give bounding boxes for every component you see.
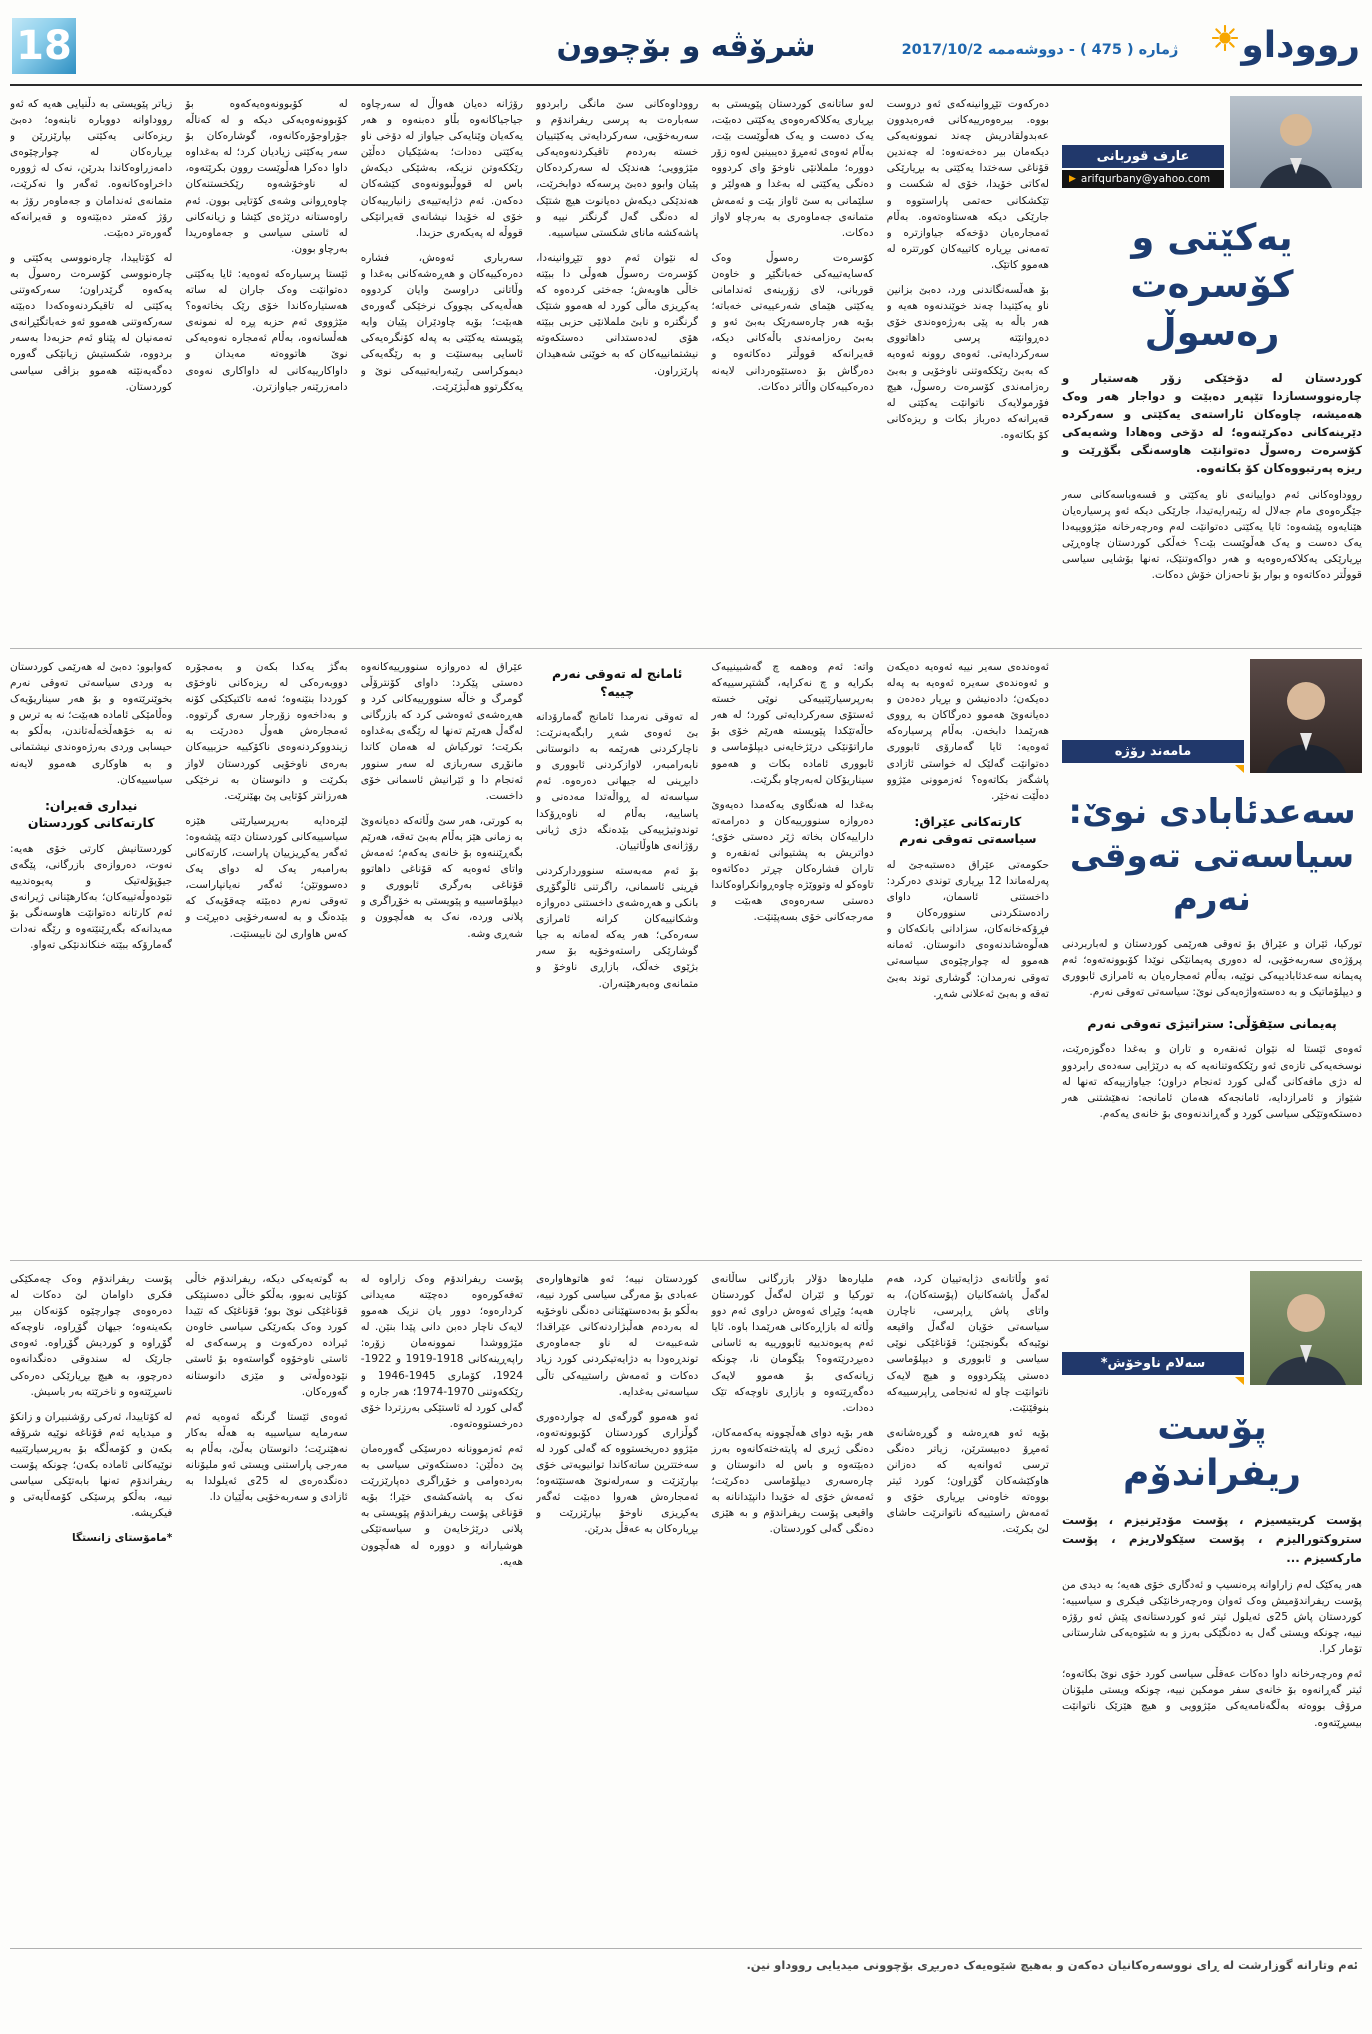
paragraph: عێراق لە دەروازە سنوورییەکانەوە دەستی پێکرد: داوای کۆنترۆڵی گومرگ و خاڵە سنوورییەکانی کرد و هەڕەشەی ئەوەشی کرد کە بازرگانی لەگەڵ هەرێم تەنها لە رێگەی بەغداوە بکرێت؛ تورکیاش لە هەمان کاتدا مانۆڕی سەربازی لە سەر سنوور ئەنجام دا و ئێرانیش ئاسمانی خۆی داخست. [360,661,524,802]
rudaw-logo [1212,25,1360,66]
paragraph: بۆ ئەم مەبەستە سنووردارکردنی فڕینی ئاسمانی، راگرتنی ئاڵوگۆڕی بانکی و هەڕەشەی داخستنی دەروازە وشکانییەکان کرانە ئامرازی سەرەکی؛ هەر یەکە لەمانە بە جیا گوشارێکی راستەوخۆیە بۆ سەر بژێوی خەڵک، بازاڕی ناوخۆ و متمانەی وەبەرهێنەران. [536,864,699,990]
article3-column-6 [10,1271,172,1942]
article3-column-5 [185,1271,347,1942]
article3-author-bars [1062,1352,1244,1385]
article-post-referendum [10,1260,1362,1948]
paragraph: ئەوەی ئێستا گرنگە ئەوەیە ئەم سەرمایە سیاسییە بە هەڵە بەکار نەهێنرێت؛ دانوستان بەڵێ، بەڵام بە مەرجی پاراستنی ویستی ئەو ملیۆنانە دەنگدەرەی لە 25ی ئەیلولدا بە ئازادی و سەربەخۆیی بەڵێیان دا. [185,1410,348,1504]
paragraph: واتە: ئەم وەهمە چ گەشبینییەک بکرایە و چ نەکرایە، گشتپرسییەکە بەرپرسیارێتییەکی نوێی خستە ئەستۆی سەرکردایەتی کورد؛ لە هەر حاڵەتێکدا پێویستە هەرێم خۆی بۆ ماراتۆنێکی درێژخایەنی دیپلۆماسی و ئابووری ئامادە بکات و هەموو سیناریۆکان لەبەرچاو بگرێت. [711,661,874,786]
paragraph: لە کۆتاییدا، چارەنووسی یەکێتی و چارەنووسی کۆسرەت رەسوڵ بە یەکەوە گرێدراون؛ سەرکەوتنی یەکێتی لە تاقیکردنەوەکەدا دەبێتە سەرکەوتنی هەموو ئەو خەباتگێڕانەی تەمەنیان لە پێناو ئەم حزبەدا بەسەر بردووە، شکستیش زیانێکی گەورە دەگەیەنێتە هەموو بزاڤی سیاسی کوردستان. [10,251,173,393]
paragraph: ئەوەندەی سەیر نییە ئەوەیە دەیکەن و ئەوەندەی سەیرە ئەوەیە بە پەلە دەیکەن؛ دادەنیشن و بڕیار دەدەن و دەیانەوێ هەموو دەرگاکان بە ڕووی هەرێمدا دابخەن. بەڵام پرسیارەکە ئەوەیە: ئایا گەمارۆی ئابووری دەتوانێت گەلێک لە خواستی ئازادی پاشگەز بکاتەوە؟ ئەزموونی مێژوو دەڵێت نەخێر. [886,661,1049,802]
article3-headline: پۆست ریفراندۆم [1123,1407,1301,1495]
paragraph: کوردستانیش کارتی خۆی هەیە: نەوت، دەروازەی بازرگانی، پێگەی جیۆپۆلەتیک و پەیوەندییە نێودەوڵەتییەکان؛ بەکارهێنانی ژیرانەی ئەم کارتانە دەتوانێت هاوسەنگی بۆ مەیدانەکە بگەڕێنێتەوە و رێگە نەدات گەمارۆکە ببێتە خنکاندنێکی تەواو. [10,842,173,952]
paragraph: بە گوتەیەکی دیکە، ریفراندۆم خاڵی کۆتایی نەبوو، بەڵکو خاڵی دەستپێکی قۆناغێکی نوێ بوو؛ قۆناغێک کە تێیدا کورد وەک بکەرێکی سیاسی خاوەن ئیرادە دەرکەوت و پرسەکەی لە ئاستی ناوخۆوە گواستەوە بۆ ئاستی نێودەوڵەتی و مێزی دانوستانە گەورەکان. [185,1273,348,1398]
paragraph: لێرەدایە بەرپرسیارێتی هێزە سیاسییەکانی کوردستان دێتە پێشەوە: ئەگەر یەکڕیزییان پاراست، کارتەکانی بەرامبەر یەک لە دوای یەک دەسووتێن؛ ئەگەر نەیانپاراست، تەوقی نەرم دەبێتە چەقۆیەک کە بێدەنگ و بە لەسەرخۆیی دەبڕێت و کەس هاواری لێ نابیستێت. [185,814,348,940]
paragraph: ئەم ئەزموونانە دەرسێکی گەورەمان پێ دەڵێن: دەستکەوتی سیاسی بە بەردەوامی و خۆڕاگری دەپارێزرێت نەک بە پاشەکشەی خێرا؛ بۆیە قۆناغی پۆست ریفراندۆم پێویستی بە پلانی درێژخایەن و سیاسەتێکی هوشیارانە و دوورە لە هەڵچوون هەیە. [360,1442,524,1568]
paragraph: رووداوەکانی ئەم دواییانەی ناو یەکێتی و قسەوباسەکانی سەر جێگرەوەی مام جەلال لە رێبەرایەتیدا، جارێکی دیکە ئەو پرسیارەیان هێنایەوە پێشەوە: ئایا یەکێتی دەتوانێت لەم وەرچەرخانە مێژووییەدا یەک دەست و یەک هەڵوێست بێت؟ خەڵکی کوردستان چاوەڕێی بڕیارێکی یەکلاکەرەوەیە و هەر دواکەوتنێک، تەنها بۆشایی سیاسی قووڵتر دەکاتەوە و بوار بۆ ناحەزان خۆش دەکات. [1062,488,1362,582]
article2-author-bars [1062,740,1244,773]
issue-date: ژمارە ( 475 ) - دووشەممە 2017/10/2 [901,42,1179,58]
article1-author-block [1062,96,1362,188]
article2-column-3 [536,659,698,1254]
paragraph: لە نێوان ئەم دوو تێڕوانینەدا، کۆسرەت رەسوڵ هەوڵی دا ببێتە خاڵی هاوبەش؛ جەختی کردەوە کە یەکڕیزی ماڵی کورد لە هەموو شتێک گرنگترە و نابێ ململانێی حزبی ببێتە هۆی لەدەستدانی دەستکەوتە نیشتمانییەکان کە بە خوێنی شەهیدان پارێزراون. [536,251,699,377]
paragraph: پۆست ریفراندۆم وەک چەمکێکی فکری داوامان لێ دەکات لە دەرەوەی چوارچێوە کۆنەکان بیر بکەینەوە؛ جیهان گۆڕاوە، ناوچەکە گۆڕاوە و کوردیش گۆڕاوە. ئەوەی جارێک لە سندوقی دەنگدانەوە دەرچوو، بە هیچ بڕیارێکی دەرەکی ناسڕێتەوە و ناخرێتە بەر باسیش. [10,1273,173,1398]
article3-column-3 [536,1271,698,1942]
masthead [10,6,1362,86]
article3-column-2 [711,1271,873,1942]
paragraph: بەغدا لە هەنگاوی یەکەمدا دەیەوێ دەروازە سنوورییەکان و دەرامەتە داراییەکان بخاتە ژێر دەستی خۆی؛ دواتریش بە پشتیوانی ئەنقەرە و تاران فشارەکان چڕتر دەکاتەوە تاوەکو لە وتووێژە چاوەڕوانکراوەکاندا دەستی سەرەوەی هەبێت و مەرجەکانی خۆی بسەپێنێت. [711,798,874,924]
article2-column-6 [10,659,172,1254]
page-number-box [12,18,76,74]
author-footnote: *مامۆستای زانستگا [72,1532,173,1545]
paragraph: حکومەتی عێراق دەستبەجێ لە پەرلەماندا 12 بڕیاری توندی دەرکرد: داخستنی ئاسمان، داوای رادەستکردنی سنوورەکان و فڕۆکەخانەکان، سزادانی بانکەکان و هەڵوەشاندنەوەی دانوستان. ئەمانە هەموو لە چوارچێوەی سیاسەتی تەوقی نەرمدان: گوشاری توند بەبێ تەقە و بەبێ ئەعلانی شەڕ. [886,858,1049,1000]
article2-author-block [1062,659,1362,773]
paragraph: رۆژانە دەیان هەواڵ لە سەرچاوە جیاجیاکانەوە بڵاو دەبنەوە و هەر یەکەیان وێنایەکی جیاواز لە دۆخی ناو یەکێتی دەدات؛ بەشێکیان دەڵێن رێککەوتن نزیکە، بەشێکی دیکەش باس لە قووڵبوونەوەی کێشەکان دەکەن. ئەم دژایەتییەی زانیارییەکان خۆی لە خۆیدا نیشانەی قەیرانێکی قووڵە لە پەیکەری حزبدا. [360,98,524,239]
rudaw-logo-text: رووداو [1241,25,1360,66]
article1-column-6 [10,96,172,642]
paragraph: ئەوەی ئێستا لە نێوان ئەنقەرە و تاران و بەغدا دەگوزەرێت، نوسخەیەکی تازەی ئەو رێککەوتنانەیە کە بە درێژایی سەدەی رابردوو لە دژی مافەکانی گەلی کورد ئەنجام دراون؛ جیاوازییەکە تەنها لە شێواز و ئامرازدایە، ئامانجەکە هەمان ئامانجە: نەهێشتنی هەر دەستکەوتێکی سیاسی کورد و گەڕاندنەوەی بۆ خانەی یەکەم. [1062,1043,1362,1120]
paragraph: کۆسرەت رەسوڵ وەک کەسایەتییەکی خەباتگێڕ و خاوەن قوربانی، لای زۆرینەی ئەندامانی یەکێتی هێمای شەرعییەتی خەباتە؛ بۆیە هەر چارەسەرێک بەبێ ئەو و بەبێ رەزامەندی باڵەکانی دیکە، قەیرانەکە قووڵتر دەکاتەوە و دەرگاش بۆ دەستێوەردانی لایەنە دەرەکییەکان واڵاتر دەکات. [711,251,874,393]
author-email: arifqurbany@yahoo.com [1080,173,1211,185]
article1-column-1 [887,96,1049,642]
article2-subhead-iraq-cards: کارتەکانی عێراق: سیاسەتی تەوقی نەرم [899,813,1037,847]
editorial-disclaimer: ئەم وتارانە گوزارشت لە ڕای نووسەرەکانیان دەکەن و بەهیچ شێوەیەک دەربڕی بۆچوونی میدیایی رووداو نین. [746,1958,1358,1972]
paragraph: لە کۆتاییدا، ئەرکی رۆشنبیران و زانکۆ و میدیایە ئەم قۆناغە نوێیە شرۆڤە بکەن و کۆمەڵگە بۆ بەرپرسیارێتییە نوێیەکانی ئامادە بکەن؛ چونکە پۆست ریفراندۆم تەنها بابەتێکی سیاسی نییە، بەڵکو پرسێکی کۆمەڵایەتی و فیکریشە. [10,1410,173,1520]
paragraph: تورکیا، ئێران و عێراق بۆ تەوقی هەرێمی کوردستان و لەباربردنی پرۆژەی سەربەخۆیی، لە دەوری پەیمانێکی نوێدا کۆبوونەتەوە؛ ئەم پەیمانە سەعدئابادییەکی نوێیە، بەڵام ئەمجارەیان بە ئامرازی ئابووری و دیپلۆماتیک و بە دەستەواژەیەکی نوێ: سیاسەتی تەوقی نەرم. [1062,937,1362,998]
article2-subhead-aim: ئامانج لە تەوقی نەرم چییە؟ [552,666,683,699]
paragraph: بەگژ یەکدا بکەن و بەمجۆرە دووبەرەکی لە ریزەکانی ناوخۆی کورددا بنێنەوە؛ ئەمە تاکتیکێکی کۆنە و بەداخەوە زۆرجار سەری گرتووە. ئەمجارەش هەوڵ دەدرێت بە زیندووکردنەوەی ناکۆکییە حزبییەکان بەرەی ناوخۆیی کوردستان لاواز بکرێت و دانوستان بە نرخێکی هەرزانتر کۆتایی پێ بهێنرێت. [185,661,348,802]
section-title: شرۆڤە و بۆچوون [556,28,816,64]
paragraph: هەر بۆیە دوای هەڵچوونە یەکەمەکان، دەنگی ژیری لە پایتەختەکانەوە بەرز دەبێتەوە و باس لە دانوستان و چارەسەری دیپلۆماسی دەکرێت؛ ئەمەش خۆی لە خۆیدا دانپێدانانە بە واقیعی پۆست ریفراندۆم و بە هێزی دەنگی گەلی کوردستان. [711,1426,874,1536]
article1-author-bars [1062,145,1224,188]
article2-subhead-pact: پەیمانی سێقۆڵی: ستراتیژی تەوقی نەرم [1087,1015,1337,1031]
paragraph: کوردستان نییە؛ ئەو هاتوهاوارەی عەبادی بۆ مەرگی سیاسی کورد نییە، بەڵکو بۆ بەدەستهێنانی دەنگی ناوخۆیە لە بەردەم هەڵبژاردنەکانی عێراقدا؛ شەعبیەت لە ناو جەماوەری توندڕەودا بە دژایەتیکردنی کورد زیاد دەکات و ئەمەش راستییەکی تاڵی سیاسەتی بەغدایە. [536,1273,699,1398]
paragraph: پۆست ریفراندۆم وەک زاراوە لە تەفەکورەوە دەچێتە مەیدانی کردارەوە؛ دوور یان نزیک هەموو لایەک ناچار دەبن دانی پێدا بنێن. لە مێژووشدا نموونەمان زۆرە: راپەڕینەکانی 1918-1919 و 1922-1924، کۆماری 1945-1946 و رێککەوتنی 1970-1974؛ هەر جارە و گەلی کورد لە ئاستێکی بەرزتردا خۆی دەرخستووەتەوە. [360,1273,524,1430]
author-email-bar [1062,170,1224,188]
article1-lead: کوردستان لە دۆخێکی زۆر هەستیار و چارەنووسسازدا تێپەڕ دەبێت و دواجار هەر وەک هەمیشە، چاوەکان ئاراستەی یەکێتی و سەرکردە دێرینەکانی دەکرێنەوە؛ لە دۆخی وەهادا وشەیەکی کۆسرەت رەسوڵ دەتوانێت هاوسەنگی بگۆڕێت و ریزە پەرتبووەکان کۆ بکاتەوە. [1062,371,1362,475]
article1-column-3 [536,96,698,642]
masthead-right [901,25,1360,66]
article3-column-4 [361,1271,523,1942]
article-yekiti-kosrat-rasul [10,86,1362,648]
article-saadabad-soft-handshake [10,648,1362,1260]
article3-author-block [1062,1271,1362,1385]
paragraph: ئێستا پرسیارەکە ئەوەیە: ئایا یەکێتی دەتوانێت وەک جاران لە ساتە هەستیارەکاندا خۆی رێک بخاتەوە؟ مێژووی ئەم حزبە پڕە لە نمونەی هەڵسانەوە، بەڵام ئەمجارە نەوەیەکی نوێ هاتووەتە مەیدان و داواکارییەکانی لە داواکاری نەوەی دامەزرێنەر جیاوازترن. [185,267,348,393]
article2-subhead-kurdistan-cards: نیداری قەیران: کارتەکانی کوردستان [27,797,155,831]
paragraph: بۆیە ئەو هەڕەشە و گوڕەشانەی ئەمڕۆ دەبیسترێن، زیاتر دەنگی ترسی ئەوانەیە کە دەزانن هاوکێشەکان گۆڕاون؛ کورد ئیتر بووەتە خاوەنی بڕیاری خۆی و ئەمەش راستییەکە ناتوانرێت حاشای لێ بکرێت. [886,1426,1049,1536]
paragraph: بە کورتی، هەر سێ وڵاتەکە دەیانەوێ بە زمانی هێز بەڵام بەبێ تەقە، هەرێم بگەڕێننەوە بۆ خانەی یەکەم؛ ئەمەش واتای ئەوەیە کە قۆناغی داهاتوو قۆناغی بەرگری ئابووری و دیپلۆماسییە و پێویستی بە خۆڕاگری و پلانی وردە، نەک بە هەڵچوون و شەڕی وشە. [360,814,524,940]
paragraph: ئەو وڵاتانەی دژایەتییان کرد، هەم لەگەڵ پاشەکانیان (پۆستەکان)، بە واتای پاش ڕاپرسی، ناچارن سیاسەتی خۆیان لەگەڵ واقیعە نوێیەکە بگونجێنن؛ قۆناغێکی نوێی سیاسی و ئابووری و دیپلۆماسی دەستی پێکردووە و هیچ لایەک ناتوانێت چاو لە ئەنجامی ڕاپرسییەکە بنوقێنێت. [886,1273,1049,1414]
article1-column-2 [711,96,873,642]
article1-column-4 [361,96,523,642]
paragraph: هەر یەکێک لەم زاراوانە پرەنسیپ و ئەدگاری خۆی هەیە؛ بە دیدی من پۆست ریفراندۆمیش وەک ئەوان وەرچەرخانێکی فیکری و سیاسییە: کوردستان پاش 25ی ئەیلول ئیتر ئەو کوردستانەی پێش ئەو رۆژە نییە، چونکە ویستی گەل بە دەنگێکی بەرز و بە شێوەیەکی شارستانی تۆمار کرا. [1062,1578,1362,1656]
paragraph: لەو ساتانەی کوردستان پێویستی بە بڕیاری یەکلاکەرەوەی یەکێتی دەبێت، یەک دەست و یەک هەڵوێست بێت، بەڵام ئەوەی ئەمڕۆ دەیبینین لەوە زۆر دوورە؛ ململانێی ناوخۆ وای کردووە دەنگی یەکێتی لە بەغدا و هەولێر و سلێمانی بە سێ ئاواز بێت و ئەمەش متمانەی جەماوەری بە بەرچاو لاواز دەکات. [711,98,874,239]
paragraph: ئەم وەرچەرخانە داوا دەکات عەقڵی سیاسی کورد خۆی نوێ بکاتەوە؛ ئیتر گەڕانەوە بۆ خانەی سفر مومکین نییە، چونکە ویستی ملیۆنان مرۆڤ بووەتە بەڵگەنامەیەکی مێژوویی و هیچ هێزێک ناتوانێت بیسڕێتەوە. [1062,1668,1362,1729]
article2-column-5 [185,659,347,1254]
paragraph: سەرباری ئەوەش، فشارە دەرەکییەکان و هەڕەشەکانی بەغدا و وڵاتانی دراوسێ وایان کردووە هەڵەیەکی بچووک نرخێکی گەورەی هەبێت؛ بۆیە چاودێران پێیان وایە پێویستە یەکێتی بە پەلە کۆنگرەیەکی ئاسایی ببەستێت و بە رێگەیەکی دیموکراسی رێبەرایەتییەکی نوێ و یەکگرتوو هەڵبژێرێت. [360,251,524,393]
article2-column-2 [711,659,873,1254]
article3-terms-list: پۆست کریتیسیزم ، پۆست مۆدێرنیزم ، پۆست ستروکتورالیزم ، پۆست سێکولاریزم ، پۆست مارکسیزم ... [1062,1513,1362,1565]
author-name: عارف قوربانی [1062,145,1224,168]
paragraph: زیاتر پێویستی بە دڵنیایی هەیە کە ئەو رووداوانە دووبارە نابنەوە؛ دەبێ ریزەکانی یەکێتی بپارێزرێن و بڕیارەکان لە چوارچێوەی دامەزراوەکاندا بدرێن، نەک لە ژوورە داخراوەکانەوە. ئەگەر وا نەکرێت، متمانەی ئەندامان و جەماوەر رۆژ بە رۆژ کەمتر دەبێتەوە و قەیرانەکە گەورەتر دەبێت. [10,98,173,239]
author-photo [1250,659,1362,773]
paragraph: ئەو هەموو گورگەی لە چواردەوری گوڵزاری کوردستان کۆبوونەتەوە، مێژوو دەریخستووە کە گەلی کورد لە سەختترین ساتەکاندا توانیویەتی خۆی بپارێزێت و سەرلەنوێ هەستێتەوە؛ ئەمجارەش هەروا دەبێت ئەگەر یەکڕیزی ناوخۆ بپارێزرێت و بڕیارەکان بە عەقڵ بدرێن. [536,1410,699,1536]
article1-column-5 [185,96,347,642]
article2-column-4 [361,659,523,1254]
article2-column-1 [887,659,1049,1254]
article1-feature [1062,96,1362,642]
page-footer [10,1948,1362,1972]
paragraph: ملیارەها دۆلار بازرگانی ساڵانەی تورکیا و ئێران لەگەڵ کوردستان هەیە؛ وێڕای ئەوەش دراوی ئەم دوو وڵاتە لە بازاڕەکانی هەرێمدا باوە. ئایا ئەم پەیوەندییە ئابوورییە بە ئاسانی دەبڕدرێتەوە؟ بێگومان نا، چونکە زیانەکەی بۆ هەموو لایەک دەگەڕێتەوە و بازاڕی ناوچەکە تێک دەدات. [711,1273,874,1414]
author-photo [1250,1271,1362,1385]
paragraph: دەرکەوت تێڕوانینەکەی ئەو دروست بووە. بیرەوەرییەکانی فەرەیدوون عەبدولقادریش چەند نموونەیەکی دیکەمان بیر دەخەنەوە: لە چەندین قۆناغی سەختدا یەکێتی بە بڕیارێکی لەکاتی خۆیدا، خۆی لە شکست و تێکشکانی حەتمی پاراستووە و جارێکی دیکە هەستاوەتەوە. بەڵام ئەمجارەیان دۆخەکە جیاوازترە و تەمەنی بڕیارە کاتییەکان کورتترە لە هەموو کاتێک. [886,98,1049,271]
article2-headline: سەعدئابادی نوێ: سیاسەتی تەوقی نەرم [1068,792,1356,920]
article3-column-1 [887,1271,1049,1942]
page-number: 18 [16,23,72,69]
arrow-icon: ▶ [1069,173,1076,184]
paragraph: رووداوەکانی سێ مانگی رابردوو سەبارەت بە پرسی ریفراندۆم و سەربەخۆیی، سەرکردایەتی یەکێتییان خستە بەردەم تاقیکردنەوەیەکی مێژوویی؛ هەندێک لە سەرکردەکان پێیان وابوو دەبێ پرسەکە دوابخرێت، هەندێکی دیکەش دەیانوت هیچ شتێک لە دەنگی گەل گرنگتر نییە و پاشەکشە مانای شکستی سیاسییە. [536,98,699,239]
article3-feature [1062,1271,1362,1942]
author-name: سەلام ناوخۆش* [1062,1352,1244,1375]
paragraph: لە کۆبوونەوەیەکەوە بۆ کۆبوونەوەیەکی دیکە و لە کەناڵە جۆراوجۆرەکانەوە، گوشارەکان بۆ سەر یەکێتی زیادیان کرد؛ لە بەغداوە داوا دەکرا هەڵوێست روون بکرێتەوە، لە ناوخۆشەوە رێکخستنەکان چاوەڕوانی وشەی کۆتایی بوون. ئەم راوەستانە درێژەی کێشا و زیانەکانی لە ئاستی سیاسی و جەماوەریدا بەرچاو بوون. [185,98,348,255]
article1-headline: یەکێتی و کۆسرەت رەسوڵ [1130,216,1294,354]
author-photo [1230,96,1362,188]
paragraph: کەوابوو: دەبێ لە هەرێمی کوردستان بە وردی سیاسەتی تەوقی نەرم بخوێنرێتەوە و بۆ هەر سیناریۆیەک وەڵامێکی ئامادە هەبێت؛ نە بە ترس و نە بە خۆهەڵخەڵەتاندن، بەڵکو بە حیسابی وردی بەرژەوەندی نیشتمانی و بە هاوکاری هەموو لایەنە سیاسییەکان. [10,661,173,786]
corner-accent-icon [1235,765,1244,773]
sunburst-icon [1212,25,1238,51]
paragraph: بۆ هەڵسەنگاندنی ورد، دەبێ بزانین ناو یەکێتیدا چەند خوێندنەوە هەیە و هەر باڵە بە پێی بەرژەوەندی خۆی دەڕوانێتە پرسی داهاتووی سەرکردایەتی. ئەوەی روونە ئەوەیە کە بەبێ رێککەوتنی ناوخۆیی و بەبێ رەزامەندی کۆسرەت رەسوڵ، هیچ فۆرمولایەک ناتوانێت یەکێتی لە قەیرانەکە دەرباز بکات و ریزەکانی کۆ بکاتەوە. [886,284,1049,441]
article2-feature [1062,659,1362,1254]
corner-accent-icon [1235,1377,1244,1385]
author-name: مامەند رۆژە [1062,740,1244,763]
paragraph: لە تەوقی نەرمدا ئامانج گەمارۆدانە بێ ئەوەی شەڕ رابگەیەنرێت: ناچارکردنی هەرێمە بە دانوستانی نابەرامبەر، لاوازکردنی ئابووری و دابڕینی لە جیهانی دەرەوە. ئەم سیاسەتە لە ڕواڵەتدا مەدەنی و یاساییە، بەڵام لە ناوەڕۆکدا توندوتیژییەکی بێدەنگە دژی ژیانی رۆژانەی هاوڵاتییان. [536,711,699,852]
